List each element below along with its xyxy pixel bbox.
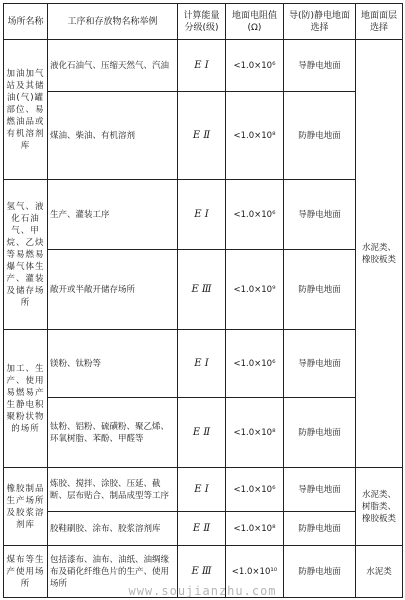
grade-cell: E Ⅱ: [178, 512, 226, 546]
example-cell: 生产、灌装工序: [48, 180, 178, 250]
grade-cell: E Ⅲ: [178, 546, 226, 598]
header-resistance: 地面电阻值(Ω): [226, 4, 284, 40]
selection-cell: 导静电地面: [284, 468, 356, 512]
grade-cell: E Ⅰ: [178, 180, 226, 250]
place-cell: 加工、生产、使用易燃易产生静电积聚粉状物的场所: [4, 330, 48, 468]
header-selection: 导(防)静电地面选择: [284, 4, 356, 40]
table-row: [4, 92, 403, 180]
grade-cell: E Ⅰ: [178, 330, 226, 398]
resistance-cell: <1.0×10⁶: [226, 468, 284, 512]
floor-cell-bottom: 水泥类: [356, 546, 403, 598]
watermark: www.soujianzhu.com: [128, 584, 277, 598]
header-example: 工序和存放物名称举例: [48, 4, 178, 40]
example-cell: 液化石油气、压缩天然气、汽油: [48, 40, 178, 92]
resistance-cell: <1.0×10⁸: [226, 398, 284, 468]
header-grade: 计算能量分级(级): [178, 4, 226, 40]
selection-cell: 导静电地面: [284, 40, 356, 92]
header-place: 场所名称: [4, 4, 48, 40]
floor-cell-top: 水泥类、橡胶板类: [356, 40, 403, 468]
place-cell: 氢气、液化石油气、甲烷、乙炔等易燃易爆气体生产、灌装及储存场所: [4, 180, 48, 330]
example-cell: 镁粉、钛粉等: [48, 330, 178, 398]
example-cell: 包括漆布、油布、油纸、油绸缘布及硝化纤维色片的生产、使用场所: [48, 546, 178, 598]
table-row: [4, 546, 403, 598]
example-cell: 敞开或半敞开储存场所: [48, 250, 178, 330]
place-cell: 橡胶制品生产场所及胶浆溶剂库: [4, 468, 48, 546]
resistance-cell: <1.0×10⁸: [226, 92, 284, 180]
selection-cell: 导静电地面: [284, 180, 356, 250]
grade-cell: E Ⅱ: [178, 92, 226, 180]
table-row: [4, 330, 403, 398]
resistance-cell: <1.0×10⁶: [226, 180, 284, 250]
place-cell: 加油加气站及其储油(气)罐部位、易燃油品或有机溶剂库: [4, 40, 48, 180]
grade-cell: E Ⅲ: [178, 250, 226, 330]
floor-cell-rubber: 水泥类、树脂类、橡胶板类: [356, 468, 403, 546]
table-row: [4, 398, 403, 468]
grade-cell: E Ⅱ: [178, 398, 226, 468]
table-row: [4, 512, 403, 546]
table-row: [4, 468, 403, 512]
grade-cell: E Ⅰ: [178, 468, 226, 512]
selection-cell: 防静电地面: [284, 398, 356, 468]
resistance-cell: <1.0×10⁶: [226, 40, 284, 92]
example-cell: 胶鞋刷胶、涂布、胶浆溶剂库: [48, 512, 178, 546]
table-row: [4, 40, 403, 92]
resistance-cell: <1.0×10¹⁰: [226, 546, 284, 598]
header-floor: 地面面层选择: [356, 4, 403, 40]
selection-cell: 防静电地面: [284, 250, 356, 330]
place-cell: 煤布等生产使用场所: [4, 546, 48, 598]
selection-cell: 防静电地面: [284, 92, 356, 180]
selection-cell: 防静电地面: [284, 512, 356, 546]
resistance-cell: <1.0×10⁹: [226, 250, 284, 330]
example-cell: 钛粉、铝粉、硫磺粉、聚乙烯、环氧树脂、苯酚、甲醛等: [48, 398, 178, 468]
example-cell: 炼胶、搅拌、涂胶、压延、截断、层布贴合、制品成型等工序: [48, 468, 178, 512]
resistance-cell: <1.0×10⁸: [226, 512, 284, 546]
selection-cell: 导静电地面: [284, 330, 356, 398]
resistance-cell: <1.0×10⁶: [226, 330, 284, 398]
selection-cell: 防静电地面: [284, 546, 356, 598]
table-row: [4, 250, 403, 330]
antistatic-floor-table: [3, 3, 403, 598]
header-row: [4, 4, 403, 40]
example-cell: 煤油、柴油、有机溶剂: [48, 92, 178, 180]
table-row: [4, 180, 403, 250]
grade-cell: E Ⅰ: [178, 40, 226, 92]
